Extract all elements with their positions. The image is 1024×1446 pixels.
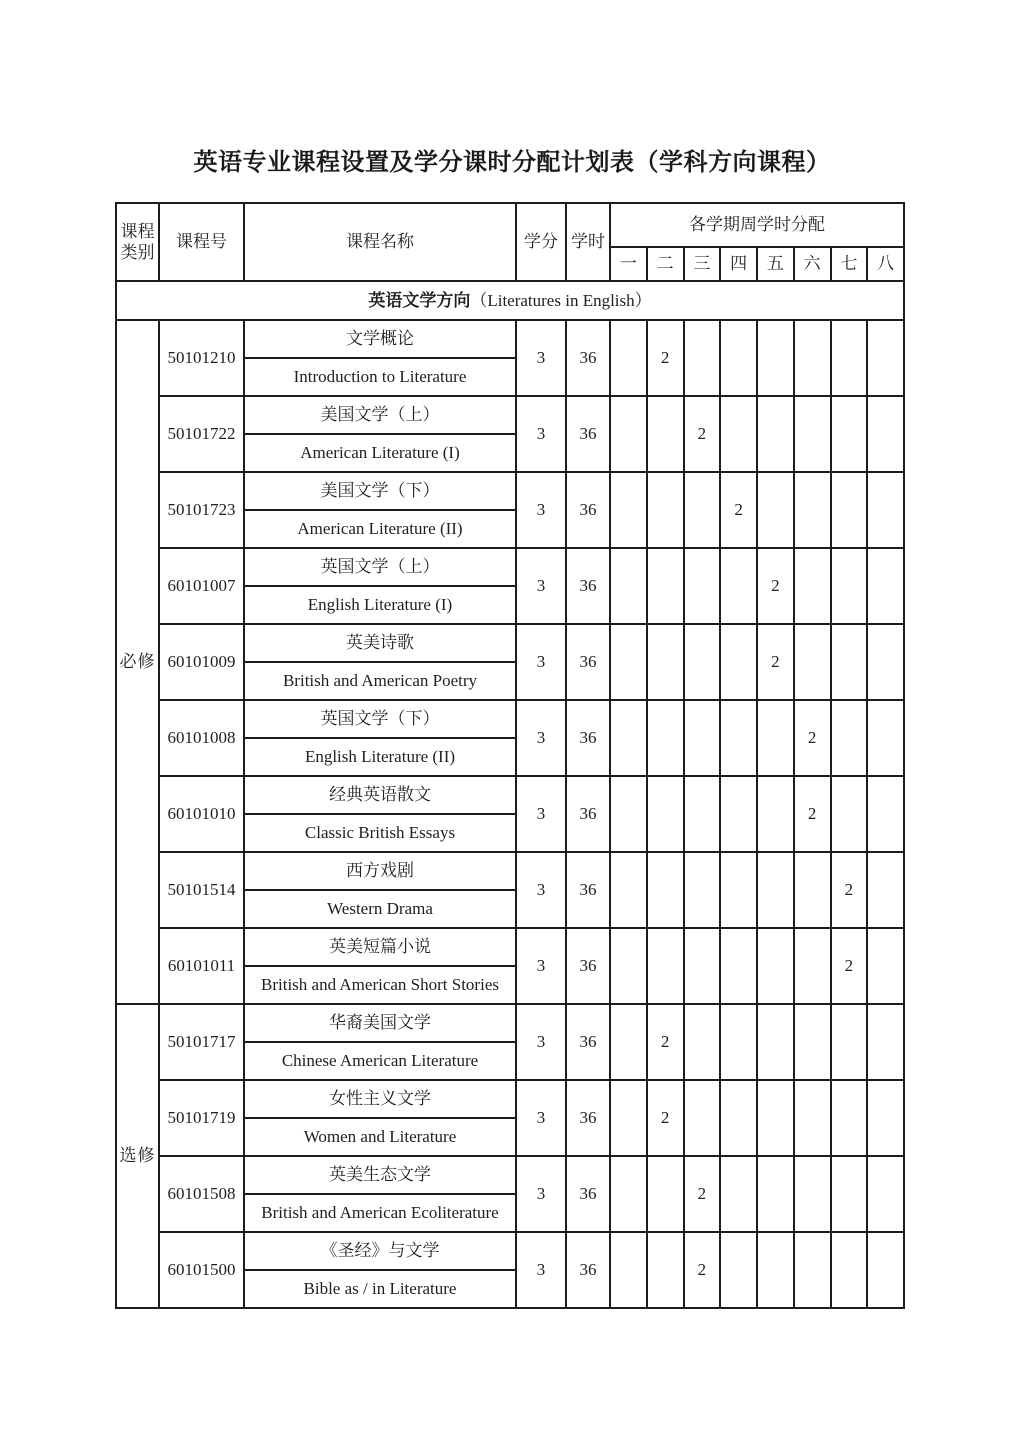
section-title-zh: 英语文学方向 bbox=[368, 290, 471, 310]
course-name-zh: 西方戏剧 bbox=[244, 852, 516, 890]
sem-hours bbox=[794, 1232, 831, 1308]
sem-hours bbox=[720, 1156, 757, 1232]
sem-hours bbox=[720, 1232, 757, 1308]
sem-hours bbox=[610, 396, 647, 472]
course-row bbox=[116, 1156, 904, 1194]
sem-hours bbox=[831, 700, 868, 776]
course-row bbox=[116, 320, 904, 358]
sem-hours bbox=[867, 1080, 904, 1156]
course-name-en: British and American Ecoliterature bbox=[244, 1194, 516, 1232]
course-credits: 3 bbox=[516, 396, 566, 472]
course-code: 50101210 bbox=[159, 320, 244, 396]
sem-hours bbox=[757, 472, 794, 548]
sem-hours bbox=[720, 776, 757, 852]
sem-hours bbox=[684, 624, 721, 700]
sem-hours bbox=[647, 776, 684, 852]
header-hours: 学时 bbox=[566, 203, 610, 281]
sem-hours bbox=[867, 320, 904, 396]
course-name-zh: 经典英语散文 bbox=[244, 776, 516, 814]
sem-hours bbox=[831, 624, 868, 700]
sem-hours: 2 bbox=[684, 1156, 721, 1232]
sem-hours bbox=[610, 1080, 647, 1156]
course-name-zh: 美国文学（上） bbox=[244, 396, 516, 434]
header-category: 课程类别 bbox=[116, 203, 159, 281]
sem-hours bbox=[831, 1232, 868, 1308]
course-row bbox=[116, 624, 904, 662]
course-row bbox=[116, 548, 904, 586]
sem-hours bbox=[720, 320, 757, 396]
sem-hours bbox=[647, 548, 684, 624]
course-hours: 36 bbox=[566, 928, 610, 1004]
sem-hours: 2 bbox=[757, 624, 794, 700]
header-semester-8: 八 bbox=[867, 247, 904, 281]
sem-hours bbox=[867, 472, 904, 548]
course-hours: 36 bbox=[566, 1004, 610, 1080]
sem-hours bbox=[867, 624, 904, 700]
course-credits: 3 bbox=[516, 1004, 566, 1080]
course-credits: 3 bbox=[516, 776, 566, 852]
course-code: 60101508 bbox=[159, 1156, 244, 1232]
header-semester-group: 各学期周学时分配 bbox=[610, 203, 904, 247]
course-hours: 36 bbox=[566, 320, 610, 396]
sem-hours bbox=[610, 1004, 647, 1080]
course-name-en: Women and Literature bbox=[244, 1118, 516, 1156]
sem-hours bbox=[610, 1156, 647, 1232]
sem-hours bbox=[794, 1156, 831, 1232]
header-semester-1: 一 bbox=[610, 247, 647, 281]
course-name-zh: 英美生态文学 bbox=[244, 1156, 516, 1194]
sem-hours bbox=[610, 320, 647, 396]
sem-hours bbox=[757, 396, 794, 472]
sem-hours bbox=[794, 928, 831, 1004]
sem-hours bbox=[610, 1232, 647, 1308]
header-semester-3: 三 bbox=[684, 247, 721, 281]
course-credits: 3 bbox=[516, 700, 566, 776]
course-name-zh: 《圣经》与文学 bbox=[244, 1232, 516, 1270]
course-hours: 36 bbox=[566, 852, 610, 928]
course-name-zh: 英国文学（上） bbox=[244, 548, 516, 586]
course-code: 50101723 bbox=[159, 472, 244, 548]
header-semester-2: 二 bbox=[647, 247, 684, 281]
section-title bbox=[116, 281, 904, 320]
sem-hours bbox=[684, 700, 721, 776]
sem-hours bbox=[610, 700, 647, 776]
course-name-en: American Literature (II) bbox=[244, 510, 516, 548]
sem-hours bbox=[867, 700, 904, 776]
sem-hours bbox=[794, 1004, 831, 1080]
course-code: 60101500 bbox=[159, 1232, 244, 1308]
course-code: 50101717 bbox=[159, 1004, 244, 1080]
course-name-zh: 文学概论 bbox=[244, 320, 516, 358]
sem-hours bbox=[867, 1004, 904, 1080]
course-credits: 3 bbox=[516, 1232, 566, 1308]
sem-hours bbox=[794, 1080, 831, 1156]
sem-hours bbox=[720, 396, 757, 472]
sem-hours bbox=[757, 1156, 794, 1232]
sem-hours: 2 bbox=[831, 852, 868, 928]
sem-hours bbox=[867, 928, 904, 1004]
sem-hours bbox=[684, 320, 721, 396]
course-credits: 3 bbox=[516, 1156, 566, 1232]
sem-hours: 2 bbox=[684, 1232, 721, 1308]
sem-hours bbox=[720, 928, 757, 1004]
sem-hours bbox=[610, 472, 647, 548]
course-code: 60101007 bbox=[159, 548, 244, 624]
sem-hours bbox=[757, 1232, 794, 1308]
course-name-zh: 女性主义文学 bbox=[244, 1080, 516, 1118]
sem-hours bbox=[647, 928, 684, 1004]
course-name-en: English Literature (I) bbox=[244, 586, 516, 624]
sem-hours bbox=[684, 776, 721, 852]
course-code: 60101009 bbox=[159, 624, 244, 700]
course-hours: 36 bbox=[566, 472, 610, 548]
course-name-en: British and American Poetry bbox=[244, 662, 516, 700]
sem-hours bbox=[647, 624, 684, 700]
sem-hours bbox=[831, 776, 868, 852]
sem-hours bbox=[831, 1004, 868, 1080]
course-hours: 36 bbox=[566, 396, 610, 472]
course-name-en: English Literature (II) bbox=[244, 738, 516, 776]
sem-hours bbox=[647, 1156, 684, 1232]
header-semester-4: 四 bbox=[720, 247, 757, 281]
course-code: 60101011 bbox=[159, 928, 244, 1004]
sem-hours: 2 bbox=[794, 700, 831, 776]
section-title-en: （Literatures in English） bbox=[470, 290, 652, 310]
sem-hours bbox=[720, 1004, 757, 1080]
course-code: 50101514 bbox=[159, 852, 244, 928]
category-cell-elective: 选修 bbox=[116, 1004, 159, 1308]
table-header-row bbox=[116, 203, 904, 247]
sem-hours bbox=[867, 548, 904, 624]
header-semester-6: 六 bbox=[794, 247, 831, 281]
sem-hours bbox=[684, 852, 721, 928]
sem-hours: 2 bbox=[684, 396, 721, 472]
sem-hours bbox=[867, 396, 904, 472]
course-code: 50101722 bbox=[159, 396, 244, 472]
course-row bbox=[116, 852, 904, 890]
header-semester-7: 七 bbox=[831, 247, 868, 281]
course-plan-table bbox=[115, 202, 905, 1309]
course-credits: 3 bbox=[516, 548, 566, 624]
sem-hours bbox=[684, 1004, 721, 1080]
course-row bbox=[116, 1004, 904, 1042]
sem-hours bbox=[794, 320, 831, 396]
course-hours: 36 bbox=[566, 548, 610, 624]
sem-hours bbox=[720, 624, 757, 700]
sem-hours bbox=[684, 928, 721, 1004]
sem-hours bbox=[647, 1232, 684, 1308]
sem-hours bbox=[867, 1156, 904, 1232]
category-cell-required: 必修 bbox=[116, 320, 159, 1004]
course-name-zh: 英美短篇小说 bbox=[244, 928, 516, 966]
sem-hours bbox=[757, 320, 794, 396]
sem-hours bbox=[684, 548, 721, 624]
course-name-zh: 华裔美国文学 bbox=[244, 1004, 516, 1042]
course-name-zh: 英国文学（下） bbox=[244, 700, 516, 738]
course-credits: 3 bbox=[516, 624, 566, 700]
sem-hours: 2 bbox=[647, 1080, 684, 1156]
sem-hours bbox=[757, 1080, 794, 1156]
sem-hours bbox=[794, 472, 831, 548]
sem-hours bbox=[720, 1080, 757, 1156]
course-name-zh: 英美诗歌 bbox=[244, 624, 516, 662]
sem-hours bbox=[757, 928, 794, 1004]
sem-hours bbox=[867, 852, 904, 928]
course-row bbox=[116, 1080, 904, 1118]
sem-hours bbox=[757, 1004, 794, 1080]
sem-hours bbox=[867, 1232, 904, 1308]
sem-hours bbox=[610, 776, 647, 852]
course-row bbox=[116, 700, 904, 738]
sem-hours: 2 bbox=[757, 548, 794, 624]
sem-hours bbox=[831, 320, 868, 396]
sem-hours bbox=[831, 548, 868, 624]
sem-hours bbox=[794, 396, 831, 472]
course-name-en: Bible as / in Literature bbox=[244, 1270, 516, 1308]
course-name-en: Western Drama bbox=[244, 890, 516, 928]
sem-hours: 2 bbox=[647, 320, 684, 396]
sem-hours bbox=[794, 852, 831, 928]
sem-hours bbox=[720, 700, 757, 776]
sem-hours bbox=[757, 852, 794, 928]
course-hours: 36 bbox=[566, 776, 610, 852]
course-name-en: Classic British Essays bbox=[244, 814, 516, 852]
sem-hours bbox=[647, 852, 684, 928]
sem-hours bbox=[610, 548, 647, 624]
course-row bbox=[116, 472, 904, 510]
sem-hours: 2 bbox=[831, 928, 868, 1004]
course-hours: 36 bbox=[566, 1156, 610, 1232]
header-semester-5: 五 bbox=[757, 247, 794, 281]
course-row bbox=[116, 776, 904, 814]
sem-hours: 2 bbox=[647, 1004, 684, 1080]
course-credits: 3 bbox=[516, 852, 566, 928]
course-name-en: Chinese American Literature bbox=[244, 1042, 516, 1080]
sem-hours bbox=[867, 776, 904, 852]
course-name-en: British and American Short Stories bbox=[244, 966, 516, 1004]
course-credits: 3 bbox=[516, 320, 566, 396]
course-hours: 36 bbox=[566, 700, 610, 776]
course-row bbox=[116, 396, 904, 434]
course-name-zh: 美国文学（下） bbox=[244, 472, 516, 510]
course-code: 60101008 bbox=[159, 700, 244, 776]
sem-hours: 2 bbox=[720, 472, 757, 548]
course-hours: 36 bbox=[566, 624, 610, 700]
sem-hours bbox=[720, 852, 757, 928]
sem-hours bbox=[831, 472, 868, 548]
sem-hours bbox=[720, 548, 757, 624]
course-credits: 3 bbox=[516, 472, 566, 548]
header-course-code: 课程号 bbox=[159, 203, 244, 281]
sem-hours bbox=[647, 396, 684, 472]
sem-hours bbox=[831, 1080, 868, 1156]
sem-hours bbox=[831, 1156, 868, 1232]
header-credits: 学分 bbox=[516, 203, 566, 281]
course-hours: 36 bbox=[566, 1232, 610, 1308]
course-name-en: Introduction to Literature bbox=[244, 358, 516, 396]
course-row bbox=[116, 928, 904, 966]
sem-hours bbox=[684, 1080, 721, 1156]
course-code: 50101719 bbox=[159, 1080, 244, 1156]
course-hours: 36 bbox=[566, 1080, 610, 1156]
sem-hours: 2 bbox=[794, 776, 831, 852]
sem-hours bbox=[647, 472, 684, 548]
sem-hours bbox=[757, 776, 794, 852]
sem-hours bbox=[610, 928, 647, 1004]
course-name-en: American Literature (I) bbox=[244, 434, 516, 472]
sem-hours bbox=[610, 624, 647, 700]
sem-hours bbox=[757, 700, 794, 776]
sem-hours bbox=[684, 472, 721, 548]
sem-hours bbox=[647, 700, 684, 776]
course-credits: 3 bbox=[516, 1080, 566, 1156]
sem-hours bbox=[794, 548, 831, 624]
header-course-name: 课程名称 bbox=[244, 203, 516, 281]
sem-hours bbox=[610, 852, 647, 928]
sem-hours bbox=[794, 624, 831, 700]
section-row bbox=[116, 281, 904, 320]
course-code: 60101010 bbox=[159, 776, 244, 852]
page-title: 英语专业课程设置及学分课时分配计划表（学科方向课程） bbox=[193, 150, 831, 176]
course-row bbox=[116, 1232, 904, 1270]
course-credits: 3 bbox=[516, 928, 566, 1004]
sem-hours bbox=[831, 396, 868, 472]
